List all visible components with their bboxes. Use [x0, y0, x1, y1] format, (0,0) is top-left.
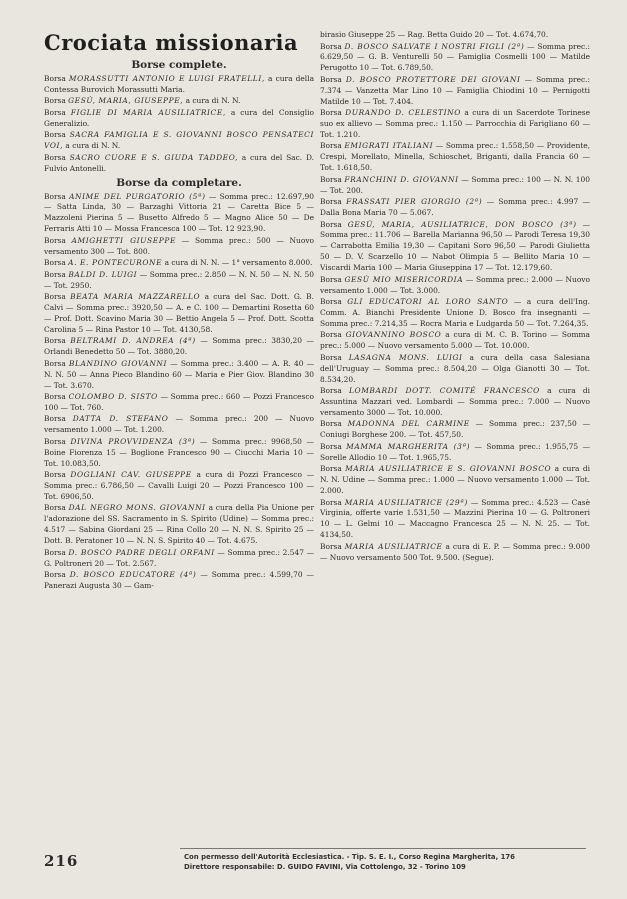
entry-lead: Borsa	[44, 269, 66, 279]
entry-name: DATTA D. STEFANO	[72, 414, 169, 424]
entry-name: BALDI D. LUIGI	[68, 269, 138, 279]
list-item	[44, 96, 314, 107]
entry-name: DURANDO D. CELESTINO	[345, 108, 461, 118]
entry-name: GLI EDUCATORI AL LORO SANTO	[347, 297, 509, 307]
entry-lead: Borsa	[44, 107, 66, 117]
entry-text: a cura di N. N. Udine — Somma prec.: 1.000 — Nuovo versamento 1.000 — Tot. 2.000.	[320, 464, 590, 496]
entry-lead: Borsa	[44, 414, 66, 424]
list-item	[44, 130, 314, 152]
entry-text: — Somma prec.: 2.000 — Nuovo versamento 1.000 — Tot. 3.000.	[320, 274, 590, 295]
imprint-line-2: Direttore responsabile: D. GUIDO FAVINI, Via Cottolengo, 32 - Torino 109	[184, 863, 466, 871]
list-item	[44, 74, 314, 96]
entry-name: GIOVANNINO BOSCO	[345, 330, 442, 340]
entry-lead: Borsa	[320, 108, 342, 118]
entry-text: — Somma prec.: 4.599,70 — Panerazi Augusta 30 — Gam-	[44, 570, 314, 590]
entry-text: birasio Giuseppe 25 — Rag. Betta Guido 20 — Tot. 4.674,70.	[320, 30, 549, 39]
entry-text: — a cura dell'Ing. Comm. A. Bianchi Presidente Unione D. Bosco fra insegnanti — Somma prec.: 7.214,35 — Rocra Maria e Ludgarda 50 — Tot. 7.264,35.	[320, 297, 590, 328]
list-item	[320, 30, 590, 41]
list-item	[44, 336, 314, 358]
section-title-to-complete: Borse da completare.	[116, 176, 242, 189]
entry-text: a cura del Consiglio Generalizio.	[44, 107, 314, 128]
entry-text: — Somma prec.: 3.400 — A. R. 40 — N. N. 50 — Anna Pieco Blandino 60 — Maria e Pier Giov. Blandino 30 — Tot. 3.670.	[44, 358, 315, 390]
entry-lead: Borsa	[44, 235, 66, 245]
list-item	[44, 108, 314, 130]
list-item	[320, 498, 590, 542]
entry-name: COLOMBO D. SISTO	[68, 392, 158, 401]
list-item	[44, 359, 314, 392]
entry-name: DAL NEGRO MONS. GIOVANNI	[68, 503, 206, 513]
entry-lead: Borsa	[320, 352, 342, 362]
entry-name: GESÙ, MARIA, GIUSEPPE,	[68, 96, 184, 106]
entry-name: EMIGRATI ITALIANI	[344, 141, 434, 151]
entry-name: DOGLIANI CAV. GIUSEPPE	[70, 470, 192, 480]
left-column	[44, 30, 314, 592]
entry-text: a cura di un Sacerdote Torinese suo ex allievo — Somma prec.: 1.150 — Parrocchia di Farigliano 60 — Tot. 1.210.	[320, 108, 590, 139]
list-item	[320, 386, 590, 419]
entry-lead: Borsa	[320, 330, 342, 340]
imprint	[184, 852, 584, 872]
entry-name: MARIA AUSILIATRICE	[344, 541, 443, 551]
entry-lead: Borsa	[44, 358, 66, 368]
list-item	[44, 470, 314, 503]
list-item	[44, 503, 314, 547]
list-item	[44, 392, 314, 414]
entry-name: FRANCHINI D. GIOVANNI	[344, 174, 459, 184]
entry-name: MADONNA DEL CARMINE	[347, 419, 470, 429]
list-item	[44, 258, 314, 269]
entry-text: a cura del Sac. D. Fulvio Antonelli.	[44, 152, 315, 173]
entry-text: — Somma prec.: 1.955,75 — Sorelle Allodio 10 — Tot. 1.965,75.	[320, 441, 590, 462]
entry-lead: Borsa	[320, 274, 342, 284]
entry-text: — Somma prec.: 2.850 — N. N. 50 — N. N. 50 — Tot. 2950.	[44, 269, 314, 290]
section-title-complete: Borse complete.	[131, 59, 227, 71]
entry-text: — Somma prec.: 4.523 — Casè Virginia, offerte varie 1.531,50 — Mazzini Pierina 10 — G. Poltroneri 10 — L. Gelmi 10 — Maccagno Francesca 25 — N. N. 25. — Tot. 4134,50.	[320, 497, 590, 540]
entry-lead: Borsa	[44, 392, 66, 401]
entry-text: — Somma prec.: 660 — Pozzi Francesco 100 — Tot. 760.	[44, 392, 315, 412]
entry-text: — Somma prec.: 6.629,50 — G. B. Venturelli 50 — Famiglia Cosmelli 100 — Matilde Perugotto 10 — Tot. 6.789,50.	[320, 41, 591, 73]
entry-name: D. BOSCO PADRE DEGLI ORFANI	[68, 547, 215, 557]
entry-lead: Borsa	[320, 541, 342, 551]
entry-lead: Borsa	[44, 191, 66, 201]
complete-list	[44, 74, 314, 175]
list-item	[320, 297, 590, 330]
entry-lead: Borsa	[44, 74, 66, 83]
list-item	[320, 197, 590, 219]
list-item	[44, 236, 314, 258]
entry-lead: Borsa	[320, 386, 342, 396]
entry-lead: Borsa	[44, 570, 66, 580]
entry-text: — Somma prec.: 1.558,50 — Providente, Crespi, Morellato, Minella, Schioschet, Briganti, dalla Francia 60 — Tot. 1.618,50.	[320, 141, 591, 173]
list-item	[320, 75, 590, 108]
entry-text: a cura di N. N.	[65, 141, 121, 151]
entry-text: — Somma prec.: 12.697,90 — Satta Linda, 30 — Barzaghi Vittoria 21 — Caretta Bice 5 — Mazzoleni Pierina 5 — Busetto Alfredo 5 — Magno Alice 50 — De Ferraris Atti 10 — Mossa Francesca 100 — Tot. 12 923,90.	[44, 191, 314, 234]
entry-lead: Borsa	[320, 197, 342, 207]
entry-name: A. E. PONTECURONE	[68, 258, 163, 268]
list-item	[320, 419, 590, 441]
entry-lead: Borsa	[44, 96, 66, 106]
entry-text: — Somma prec.: 7.374 — Vanzetta Mar Lino 10 — Famiglia Chiodini 10 — Pernigotti Matilde 10 — Tot. 7.404.	[320, 74, 590, 106]
list-item	[44, 270, 314, 292]
entry-text: a cura del Sac. Dott. G. B. Calvi — Somma prec.: 3920,50 — A. e C. 100 — Demartini Rosetta 60 — Prof. Dott. Scavino Maria 30 — Bettio Angela 5 — Prof. Dott. Scotta Carolina 5 — Rina Pastor 10 — Tot. 4130,58.	[44, 292, 314, 334]
list-item	[320, 275, 590, 297]
entry-text: — Somma prec.: 200 — Nuovo versamento 1.000 — Tot. 1.200.	[44, 414, 314, 435]
entry-text: — Somma prec.: 237,50 — Coniugi Borghese 200. — Tot. 457,50.	[320, 419, 591, 440]
list-item	[320, 175, 590, 197]
entry-text: a cura di N. N. — 1° versamento 8.000.	[164, 258, 313, 268]
list-item	[44, 437, 314, 470]
entry-text: a cura di N. N.	[185, 96, 241, 106]
entry-name: MORASSUTTI ANTONIO E LUIGI FRATELLI,	[68, 74, 265, 83]
entry-name: SACRO CUORE E S. GIUDA TADDEO,	[69, 152, 238, 162]
list-item	[320, 353, 590, 386]
entry-text: a cura della Contessa Burovich Morassutti Maria.	[44, 74, 314, 94]
entry-name: FIGLIE DI MARIA AUSILIATRICE,	[70, 107, 226, 117]
list-item	[44, 414, 314, 436]
entry-name: DIVINA PROVVIDENZA (3ª)	[70, 436, 196, 446]
entry-lead: Borsa	[44, 470, 66, 480]
entry-lead: Borsa	[320, 419, 342, 429]
entry-name: BEATA MARIA MAZZARELLO	[70, 292, 201, 302]
list-item	[44, 292, 314, 336]
entry-name: MAMMA MARGHERITA (3ª)	[346, 441, 471, 451]
entry-text: a cura di E. P. — Somma prec.: 9.000 — Nuovo versamento 500 Tot. 9.500. (Segue).	[320, 541, 590, 562]
entry-name: MARIA AUSILIATRICE E S. GIOVANNI BOSCO	[345, 464, 552, 474]
list-item	[44, 570, 314, 592]
entry-lead: Borsa	[44, 292, 66, 302]
entry-name: D. BOSCO EDUCATORE (4ª)	[69, 570, 197, 580]
entry-name: FRASSATI PIER GIORGIO (2ª)	[346, 197, 483, 207]
list-item	[44, 192, 314, 236]
entry-lead: Borsa	[320, 41, 342, 51]
entry-text: a cura di Assuntina Mazzari ved. Lombardi — Somma prec.: 7.000 — Nuovo versamento 3000 — Tot. 10.000.	[320, 386, 590, 417]
page-number: 216	[44, 852, 79, 870]
list-item	[320, 464, 590, 497]
entry-lead: Borsa	[44, 547, 66, 557]
entry-text: — Somma prec.: 9968,50 — Boine Fiorenza 15 — Boglione Francesco 90 — Ciucchi Maria 10 — Tot. 10.083,50.	[44, 436, 314, 468]
entry-lead: Borsa	[44, 258, 66, 268]
entry-name: LOMBARDI DOTT. COMITÉ FRANCESCO	[348, 386, 540, 396]
entry-text: — Somma prec.: 11.706 — Barella Marianna 96,50 — Parodi Teresa 19,30 — Carrabotta Emilia 19,30 — Capitani Soro 96,50 — Parodi Giulietta 50 — D. V. Scarzello 10 — Nabot Olimpia 5 — Bellito Maria 10 — Viscardi Maria 100 — Maria Giuseppina 17 — Tot. 12.179,60.	[320, 219, 591, 273]
entry-lead: Borsa	[320, 497, 342, 507]
list-item	[320, 442, 590, 464]
list-item	[320, 220, 590, 275]
entry-lead: Borsa	[320, 174, 342, 184]
entry-lead: Borsa	[44, 152, 66, 162]
list-item	[44, 153, 314, 175]
list-item	[44, 548, 314, 570]
list-item	[320, 108, 590, 141]
entry-name: D. BOSCO SALVATE I NOSTRI FIGLI (2ª)	[344, 41, 525, 51]
entry-name: AMIGHETTI GIUSEPPE	[71, 235, 176, 245]
entry-lead: Borsa	[44, 336, 66, 346]
entry-text: — Somma prec.: 3830,20 — Orlandi Benedetto 50 — Tot. 3880,20.	[44, 336, 314, 357]
entry-lead: Borsa	[320, 141, 342, 151]
imprint-line-1: Con permesso dell'Autorità Ecclesiastica. - Tip. S. E. I., Corso Regina Margherita, 176	[184, 853, 515, 861]
entry-lead: Borsa	[320, 441, 342, 451]
page-title: Crociata missionaria	[44, 30, 299, 55]
entry-name: BLANDINO GIOVANNI	[68, 358, 168, 368]
entry-name: SACRA FAMIGLIA E S. GIOVANNI BOSCO PENSATECI VOI,	[44, 130, 314, 151]
entry-lead: Borsa	[44, 503, 66, 513]
entry-lead: Borsa	[320, 219, 342, 229]
entry-lead: Borsa	[320, 464, 342, 474]
entry-text: — Somma prec.: 2.547 — G. Poltroneri 20 — Tot. 2.567.	[44, 547, 315, 568]
entry-lead: Borsa	[320, 74, 342, 84]
entry-name: GESÙ, MARIA, AUSILIATRICE, DON BOSCO (3ª)	[347, 219, 577, 229]
list-item	[320, 42, 590, 75]
entry-lead: Borsa	[320, 297, 342, 307]
right-list	[320, 30, 590, 564]
entry-lead: Borsa	[44, 436, 66, 446]
entry-name: GESÙ MIO MISERICORDIA	[344, 274, 464, 284]
entry-name: LASAGNA MONS. LUIGI	[348, 352, 463, 362]
entry-text: — Somma prec.: 4.997 — Dalla Bona Maria 70 — 5.067.	[320, 197, 590, 218]
entry-text: a cura della Pia Unione per l'adorazione del SS. Sacramento in S. Spirito (Udine) — Somma prec.: 4.517 — Sabina Giordani 25 — Rina Collo 20 — N. N. S. Spirito 25 — Dott. B. Peratoner 10 — N. N. S. Spirito 40 — Tot. 4.675.	[44, 503, 315, 546]
entry-name: D. BOSCO PROTETTORE DEI GIOVANI	[345, 74, 521, 84]
entry-name: MARIA AUSILIATRICE (29ª)	[344, 497, 468, 507]
list-item	[320, 330, 590, 352]
entry-name: ANIME DEL PURGATORIO (5ª)	[69, 191, 206, 201]
list-item	[320, 141, 590, 174]
to-complete-list	[44, 192, 314, 592]
right-column	[320, 30, 590, 564]
entry-text: — Somma prec.: 100 — N. N. 100 — Tot. 200.	[320, 174, 590, 195]
entry-text: a cura della casa Salesiana dell'Uruguay — Somma prec.: 8.504,20 — Olga Gianotti 30 — Tot. 8.534,20.	[320, 352, 590, 384]
entry-text: a cura di Pozzi Francesco — Somma prec.: 6.786,50 — Cavalli Luigi 20 — Pozzi Francesco 100 — Tot. 6906,50.	[44, 470, 315, 501]
footer-rule	[180, 848, 586, 849]
list-item	[320, 542, 590, 564]
entry-text: — Somma prec.: 500 — Nuovo versamento 300 — Tot. 800.	[44, 235, 315, 256]
entry-name: BELTRAMI D. ANDREA (4ª)	[70, 336, 196, 346]
entry-lead: Borsa	[44, 130, 66, 140]
entry-text: a cura di M. C. B. Torino — Somma prec.: 5.000 — Nuovo versamento 5.000 — Tot. 10.000.	[320, 330, 590, 351]
